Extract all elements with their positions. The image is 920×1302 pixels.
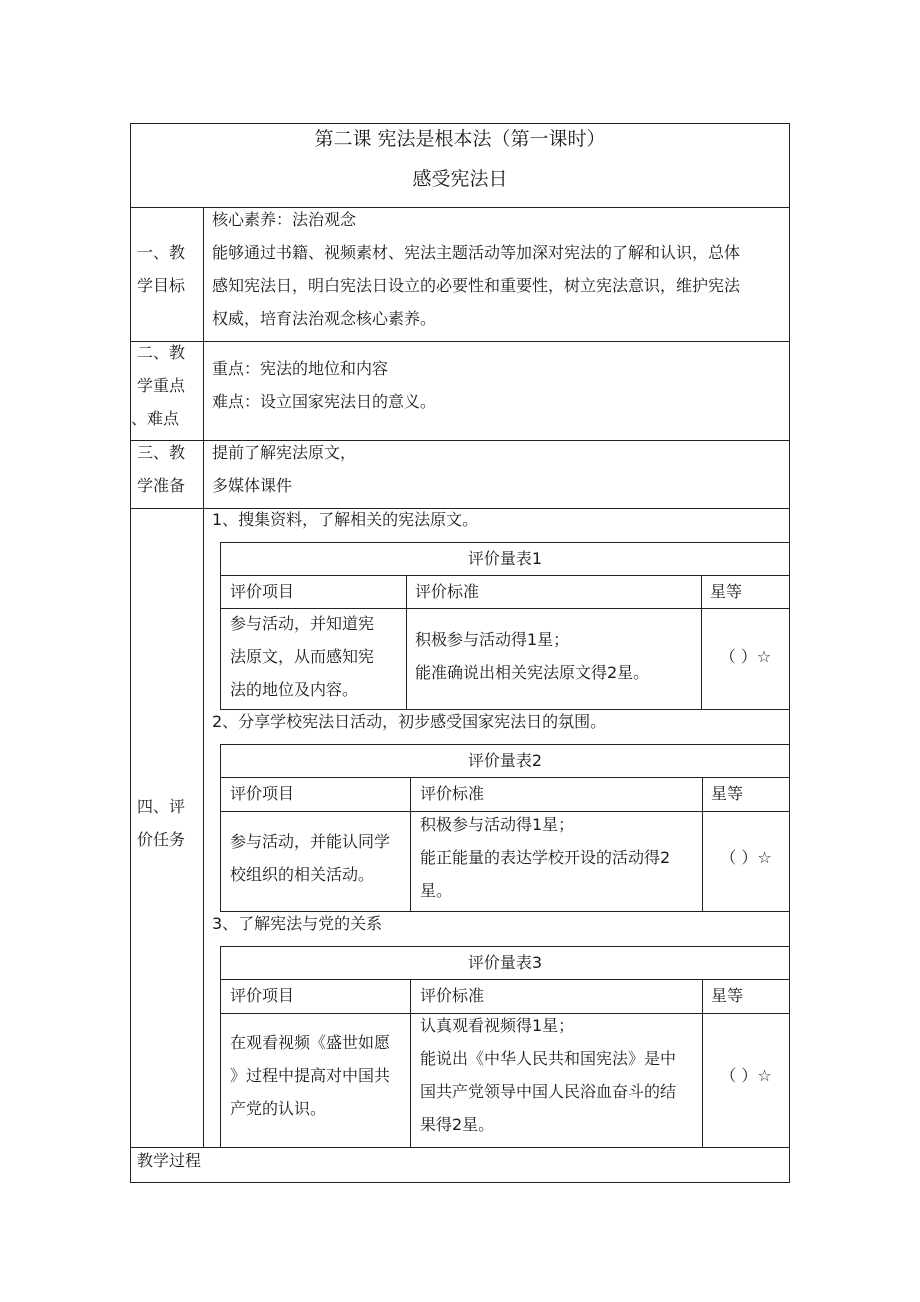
rubric-col-stars: 星等 (711, 784, 744, 803)
keypoint-line: 难点：设立国家宪法日的意义。 (212, 392, 437, 411)
rubric-item-line: 参与活动，并能认同学 (230, 832, 391, 851)
rubric-col-item: 评价项目 (230, 582, 295, 601)
task-heading: 2、分享学校宪法日活动，初步感受国家宪法日的氛围。 (212, 712, 607, 731)
rubric-col-standard: 评价标准 (415, 582, 480, 601)
rubric-standard-line: 能正能量的表达学校开设的活动得2 (420, 848, 671, 867)
task-heading: 1、搜集资料，了解相关的宪法原文。 (212, 510, 479, 529)
rubric-col-item: 评价项目 (230, 986, 295, 1005)
section-label-keypoints-2: 学重点 (137, 376, 186, 395)
teaching-process-label: 教学过程 (137, 1151, 202, 1170)
goals-line: 权威，培育法治观念核心素养。 (212, 309, 437, 328)
rubric-item-line: 校组织的相关活动。 (230, 865, 375, 884)
rubric-standard-line: 能说出《中华人民共和国宪法》是中 (420, 1049, 677, 1068)
rubric-border (220, 979, 789, 980)
goals-line: 核心素养：法治观念 (212, 210, 357, 229)
keypoint-line: 重点：宪法的地位和内容 (212, 359, 389, 378)
rubric-title: 评价量表2 (467, 751, 543, 770)
rubric-item-line: 参与活动，并知道宪 (230, 614, 375, 633)
section-label-goals-2: 学目标 (137, 276, 186, 295)
rubric-standard-line: 积极参与活动得1星； (415, 630, 570, 649)
row-divider-tasks (130, 1147, 790, 1148)
rubric-col-standard: 评价标准 (420, 784, 485, 803)
prep-line: 提前了解宪法原文， (212, 443, 357, 462)
goals-line: 感知宪法日，明白宪法日设立的必要性和重要性，树立宪法意识，维护宪法 (212, 276, 741, 295)
rubric-item-line: 》过程中提高对中国共 (230, 1066, 391, 1085)
section-label-tasks-1: 四、评 (137, 797, 186, 816)
lesson-title: 第二课 宪法是根本法（第一课时） (314, 128, 606, 150)
section-label-tasks-2: 价任务 (137, 830, 186, 849)
rubric-item-line: 在观看视频《盛世如愿 (230, 1033, 391, 1052)
rubric-border (410, 979, 411, 1147)
rubric-standard-line: 认真观看视频得1星； (420, 1016, 575, 1035)
rubric-stars: （ ）☆ (720, 1066, 772, 1085)
lesson-subtitle: 感受宪法日 (412, 168, 508, 190)
rubric-border (220, 777, 789, 778)
row-divider-goals (130, 341, 790, 342)
rubric-standard-line: 积极参与活动得1星； (420, 815, 575, 834)
rubric-item-line: 产党的认识。 (230, 1099, 327, 1118)
rubric-title: 评价量表3 (467, 953, 543, 972)
rubric-item-line: 法的地位及内容。 (230, 680, 359, 699)
table-right-border (789, 123, 790, 1183)
rubric-standard-line: 星。 (420, 881, 453, 900)
rubric-item-line: 法原文，从而感知宪 (230, 647, 375, 666)
section-label-goals-1: 一、教 (137, 243, 186, 262)
task-heading: 3、了解宪法与党的关系 (212, 914, 383, 933)
rubric-standard-line: 果得2星。 (420, 1115, 495, 1134)
rubric-col-stars: 星等 (711, 986, 744, 1005)
rubric-standard-line: 能准确说出相关宪法原文得2星。 (415, 663, 650, 682)
rubric-border (406, 575, 407, 710)
goals-line: 能够通过书籍、视频素材、宪法主题活动等加深对宪法的了解和认识，总体 (212, 243, 741, 262)
rubric-stars: （ ）☆ (719, 647, 772, 666)
label-column-divider (203, 207, 204, 1147)
rubric-stars: （ ）☆ (720, 848, 772, 867)
section-label-prep-2: 学准备 (137, 476, 186, 495)
rubric-standard-line: 国共产党领导中国人民浴血奋斗的结 (420, 1082, 677, 1101)
rubric-title: 评价量表1 (467, 549, 543, 568)
rubric-col-stars: 星等 (710, 582, 743, 601)
rubric-border (410, 777, 411, 912)
table-left-border (130, 123, 131, 1183)
rubric-border (220, 575, 789, 576)
section-label-keypoints-3: 、难点 (131, 409, 180, 428)
section-label-keypoints-1: 二、教 (137, 343, 186, 362)
rubric-col-item: 评价项目 (230, 784, 295, 803)
prep-line: 多媒体课件 (212, 476, 293, 495)
table-bottom-border (130, 1182, 790, 1183)
rubric-col-standard: 评价标准 (420, 986, 485, 1005)
section-label-prep-1: 三、教 (137, 443, 186, 462)
